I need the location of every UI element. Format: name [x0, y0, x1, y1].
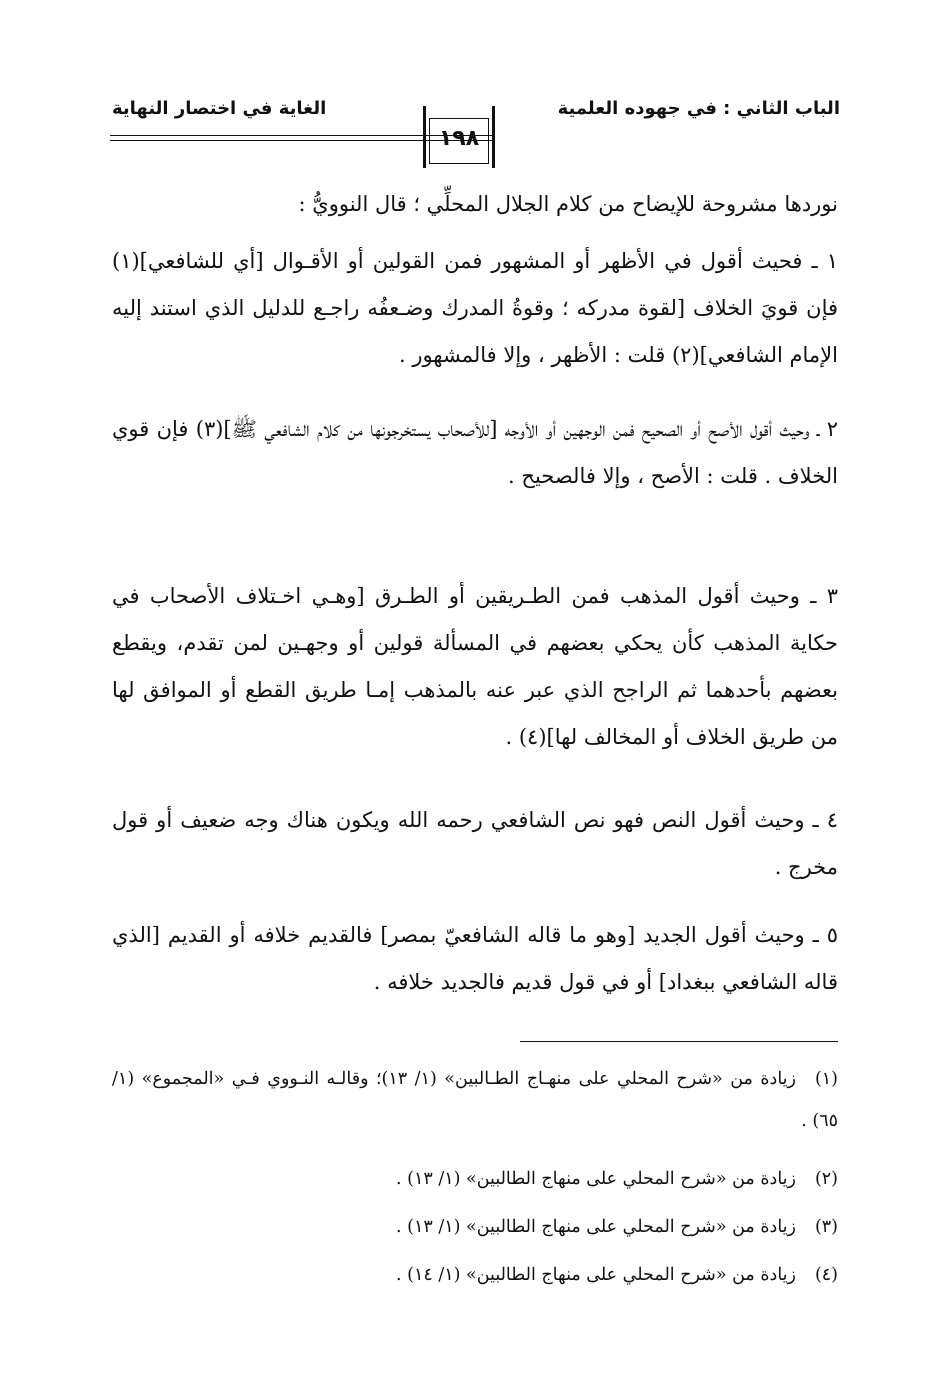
page-number-frame — [423, 106, 495, 168]
footnote-number: (٣) — [814, 1217, 838, 1237]
running-header-book-title: الغاية في اختصار النهاية — [112, 98, 327, 119]
footnote-text: زيادة من «شرح المحلي على منهـاج الطـالبين» (١/ ١٣)؛ وقالـه النـووي فـي «المجموع» (١/ ٦٥) . — [112, 1069, 838, 1131]
footnote-number: (٢) — [814, 1169, 838, 1189]
footnote-separator — [520, 1041, 838, 1042]
running-header-chapter: الباب الثاني : في جهوده العلمية — [557, 98, 840, 119]
rule-paragraph-1: ١ ـ فحيث أقول في الأظهر أو المشهور فمن القولين أو الأقـوال [أي للشافعي](١) فإن قويَ الخلاف [لقوة مدركه ؛ وقوةُ المدرك وضـعفُه راجـع للدليل الذي استند إليه الإمام الشافعي](٢) قلت : الأظهر ، وإلا فالمشهور . — [112, 249, 838, 367]
header-rule-left-bottom — [112, 140, 423, 141]
page-number: ١٩٨ — [438, 126, 480, 151]
footnote-number: (٤) — [814, 1265, 838, 1285]
footnote-text: زيادة من «شرح المحلي على منهاج الطالبين» (١/ ١٣) . — [395, 1217, 796, 1237]
rule-paragraph-4: ٤ ـ وحيث أقول النص فهو نص الشافعي رحمه الله ويكون هناك وجه ضعيف أو قول مخرج . — [112, 808, 838, 879]
footnote-number: (١) — [814, 1069, 838, 1089]
footnote-2 — [112, 1158, 838, 1200]
footnote-text: زيادة من «شرح المحلي على منهاج الطالبين» (١/ ١٤) . — [395, 1265, 796, 1285]
footnote-3 — [112, 1206, 838, 1248]
footnote-text: زيادة من «شرح المحلي على منهاج الطالبين» (١/ ١٣) . — [395, 1169, 796, 1189]
intro-paragraph: نوردها مشروحة للإيضاح من كلام الجلال المحلِّي ؛ قال النوويُّ : — [298, 192, 838, 216]
rule-paragraph-3: ٣ ـ وحيث أقول المذهب فمن الطـريقين أو الطـرق [وهـي اخـتلاف الأصحاب في حكاية المذهب كأن يحكي بعضهم في المسألة قولين أو وجهـين لمن تقدم، ويقطع بعضهم بأحدهما ثم الراجح الذي عبر عنه بالمذهب إمـا طريق القطع أو الموافق لها من طريق الخلاف أو المخالف لها](٤) . — [112, 584, 838, 749]
footnote-1 — [112, 1058, 838, 1142]
rule-paragraph-2: ٢ ـ وحيث أقول الأصح أو الصحيح فمن الوجهين أو الأوجه [للأصحاب يستخرجونها من كلام الشافعي ﷺ](٣) فإن قوي الخلاف . قلت : الأصح ، وإلا فالصحيح . — [112, 417, 838, 488]
header-rule-left-top — [112, 135, 423, 136]
rule-paragraph-5: ٥ ـ وحيث أقول الجديد [وهو ما قاله الشافعيّ بمصر] فالقديم خلافه أو القديم [الذي قاله الشافعي ببغداد] أو في قول قديم فالجديد خلافه . — [112, 923, 838, 994]
footnote-4 — [112, 1254, 838, 1296]
